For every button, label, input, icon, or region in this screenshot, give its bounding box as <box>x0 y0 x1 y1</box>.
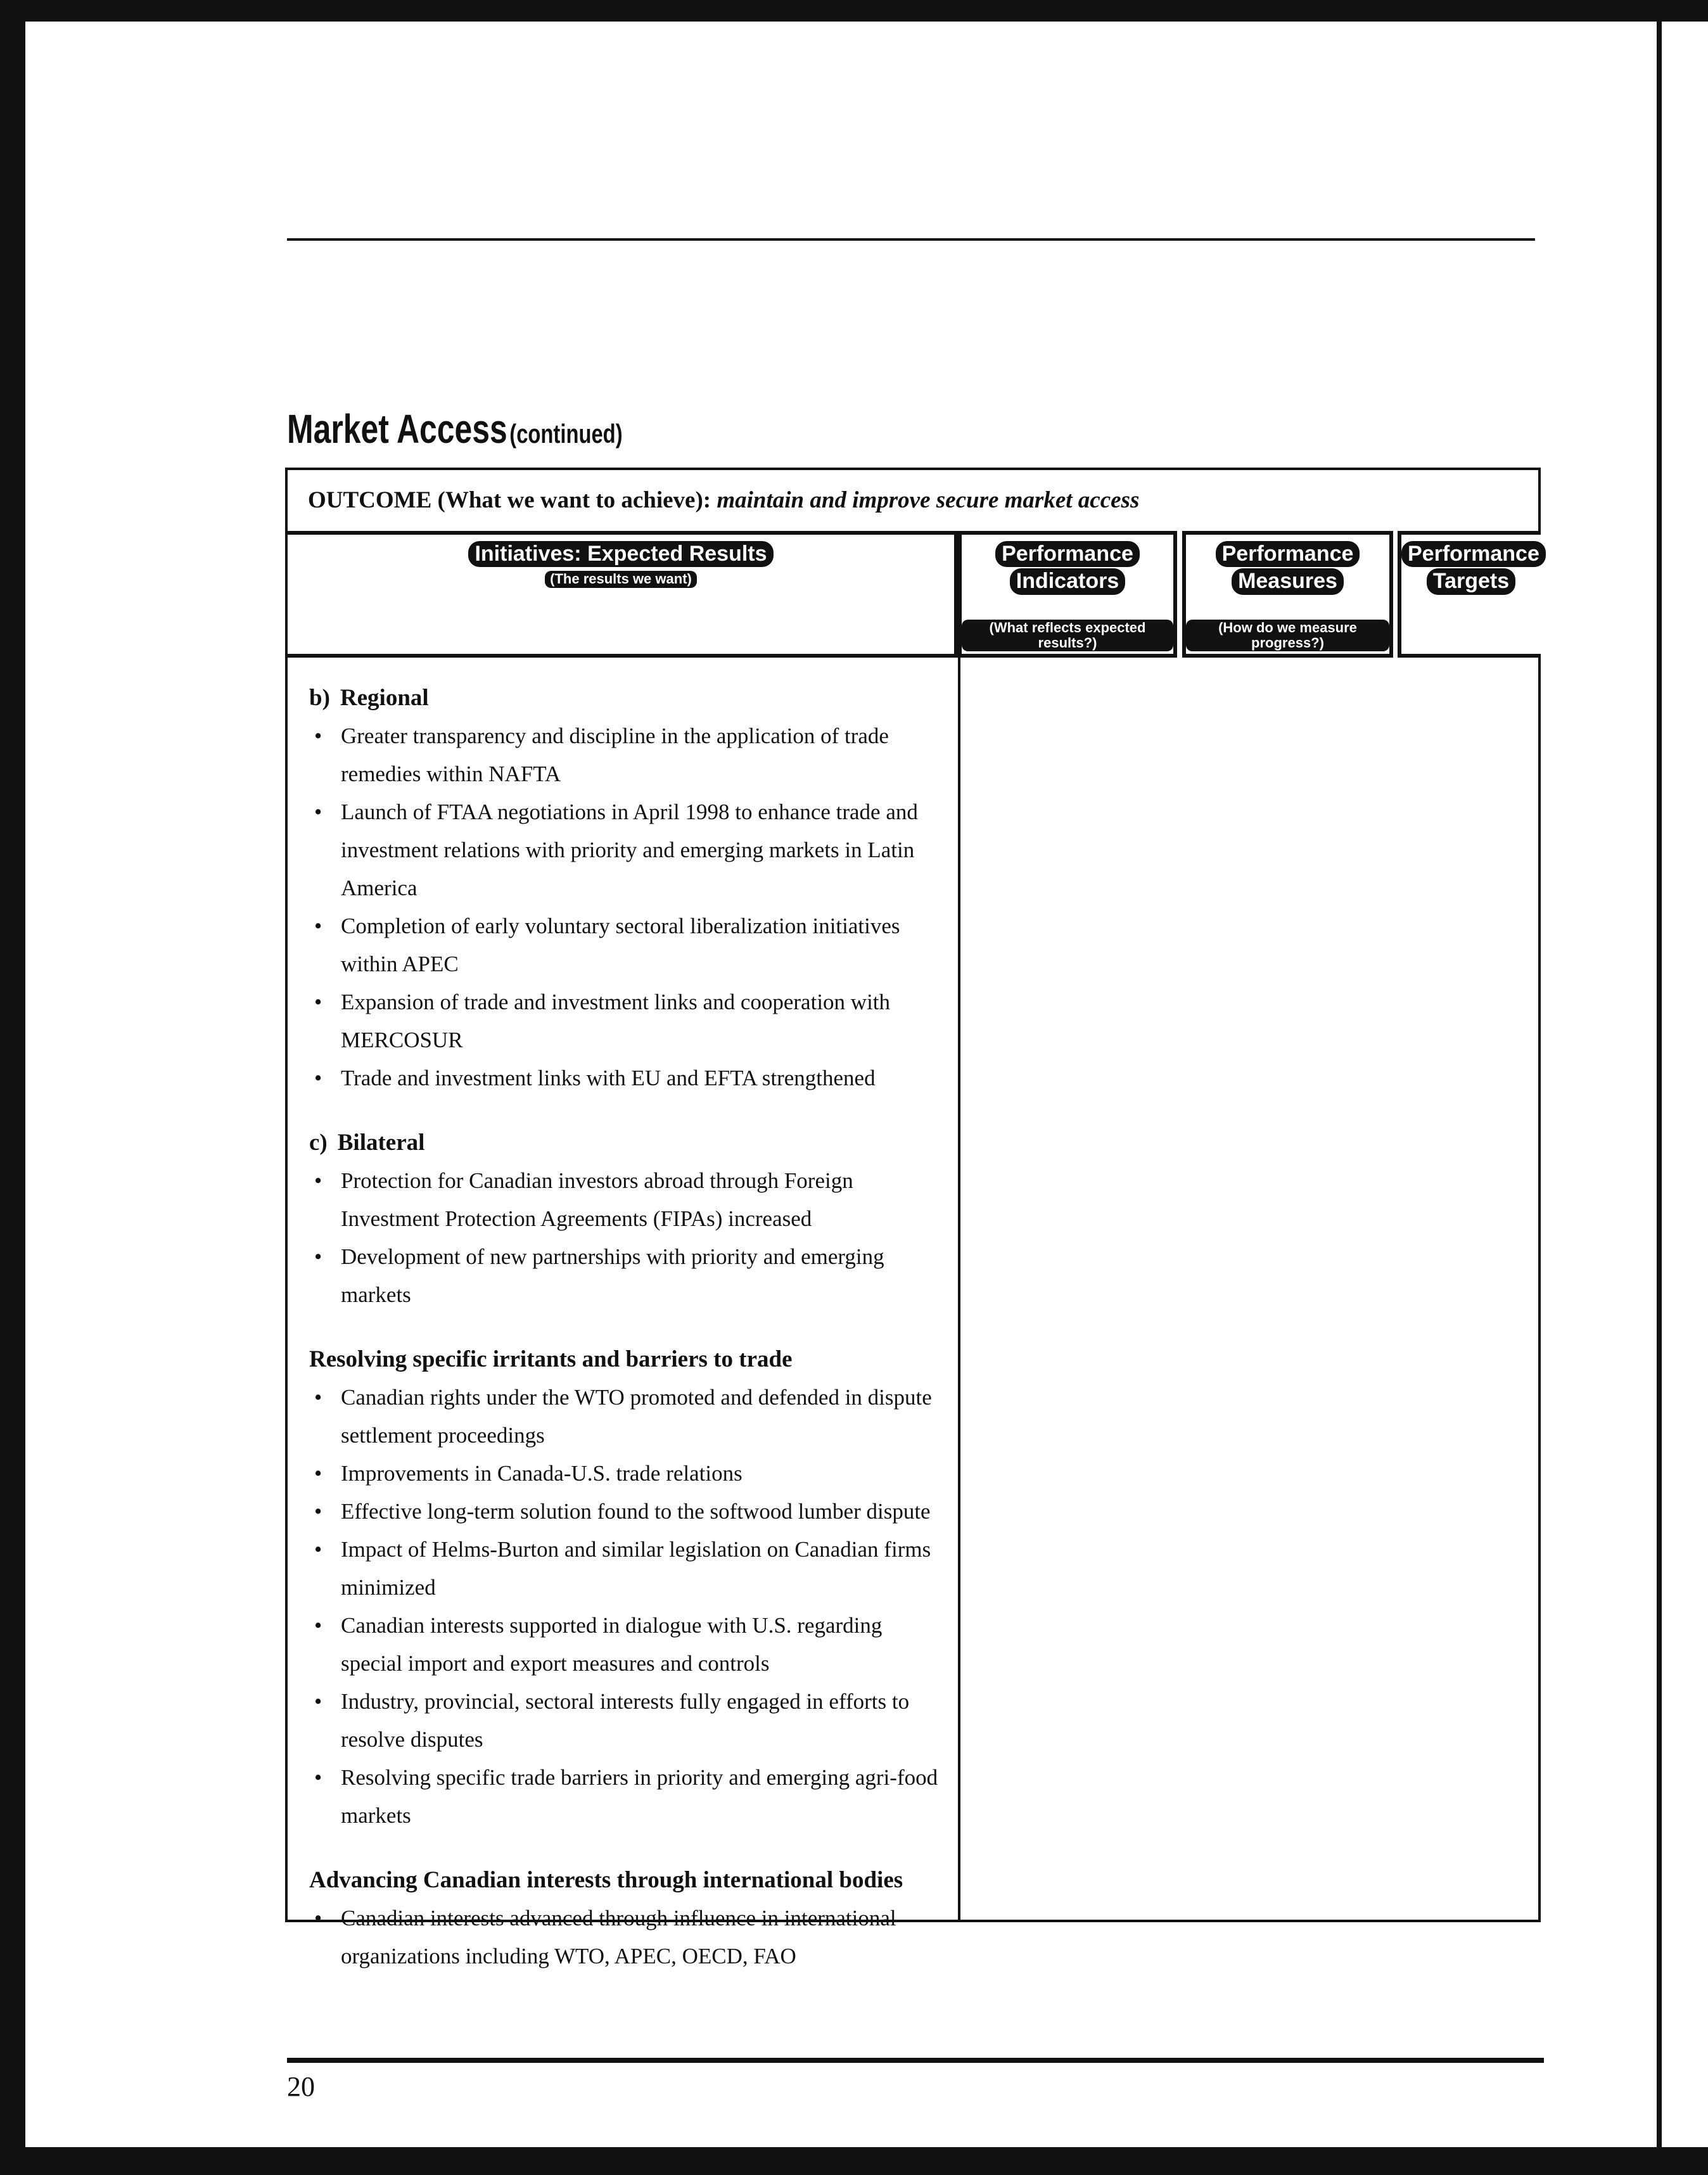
title-main: Market Access <box>287 406 507 452</box>
list-item: • Greater transparency and discipline in the application of trade remedies within NAFTA <box>309 717 949 793</box>
bottom-rule <box>287 2058 1544 2063</box>
header-measures-line2: Measures <box>1232 568 1344 594</box>
header-indicators-line1: Performance <box>995 541 1140 567</box>
list-item: • Industry, provincial, sectoral interests fully engaged in efforts to resolve disputes <box>309 1683 949 1759</box>
section-irritants <box>309 1341 949 1835</box>
header-initiatives-title: Initiatives: Expected Results <box>468 541 773 567</box>
list-item: • Effective long-term solution found to the softwood lumber dispute <box>309 1493 949 1531</box>
header-initiatives <box>288 531 958 658</box>
section-regional <box>309 679 949 1097</box>
list-item: • Canadian interests advanced through influence in international organizations including WTO, APEC, OECD, FAO <box>309 1899 949 1975</box>
list-item: • Completion of early voluntary sectoral liberalization initiatives within APEC <box>309 907 949 983</box>
list-item: • Protection for Canadian investors abroad through Foreign Investment Protection Agreements (FIPAs) increased <box>309 1162 949 1238</box>
list-item: • Expansion of trade and investment links and cooperation with MERCOSUR <box>309 983 949 1059</box>
bullet-list <box>309 1899 949 1975</box>
header-indicators-line2: Indicators <box>1010 568 1125 594</box>
page-number: 20 <box>287 2071 315 2102</box>
list-item: • Impact of Helms-Burton and similar legislation on Canadian firms minimized <box>309 1531 949 1607</box>
section-title: b) Regional <box>309 685 429 711</box>
list-item: • Improvements in Canada-U.S. trade relations <box>309 1455 949 1493</box>
results-table <box>285 468 1541 1968</box>
list-item: • Resolving specific trade barriers in priority and emerging agri-food markets <box>309 1759 949 1835</box>
column-divider <box>958 658 960 1920</box>
section-bilateral <box>309 1124 949 1314</box>
bullet-list <box>309 1162 949 1314</box>
list-item: • Canadian rights under the WTO promoted and defended in dispute settlement proceedings <box>309 1379 949 1455</box>
header-measures-subtitle: (How do we measure progress?) <box>1186 620 1389 651</box>
section-title: Resolving specific irritants and barriers to trade <box>309 1346 793 1372</box>
header-measures <box>1182 531 1393 658</box>
bullet-list <box>309 717 949 1097</box>
outcome-row <box>308 487 1139 514</box>
scan-edge <box>1657 22 1708 2147</box>
page-title <box>287 405 623 452</box>
list-item: • Trade and investment links with EU and EFTA strengthened <box>309 1059 949 1097</box>
bullet-list <box>309 1379 949 1835</box>
outcome-value: maintain and improve secure market access <box>717 487 1140 513</box>
list-item: • Launch of FTAA negotiations in April 1998 to enhance trade and investment relations with priority and emerging markets in Latin America <box>309 793 949 907</box>
header-indicators-subtitle: (What reflects expected results?) <box>962 620 1173 651</box>
section-title: c) Bilateral <box>309 1130 425 1156</box>
header-targets-line2: Targets <box>1427 568 1515 594</box>
list-item: • Development of new partnerships with priority and emerging markets <box>309 1238 949 1314</box>
top-rule <box>287 238 1535 241</box>
section-international <box>309 1861 949 1975</box>
title-suffix: (continued) <box>509 419 623 449</box>
list-item: • Canadian interests supported in dialogue with U.S. regarding special import and export measures and controls <box>309 1607 949 1683</box>
initiatives-column <box>309 667 949 1975</box>
header-measures-line1: Performance <box>1216 541 1360 567</box>
header-targets-line1: Performance <box>1401 541 1546 567</box>
section-title: Advancing Canadian interests through international bodies <box>309 1867 903 1893</box>
outcome-label: OUTCOME (What we want to achieve): <box>308 487 711 513</box>
header-targets <box>1398 531 1541 658</box>
header-indicators <box>958 531 1177 658</box>
header-initiatives-subtitle: (The results we want) <box>545 571 697 587</box>
